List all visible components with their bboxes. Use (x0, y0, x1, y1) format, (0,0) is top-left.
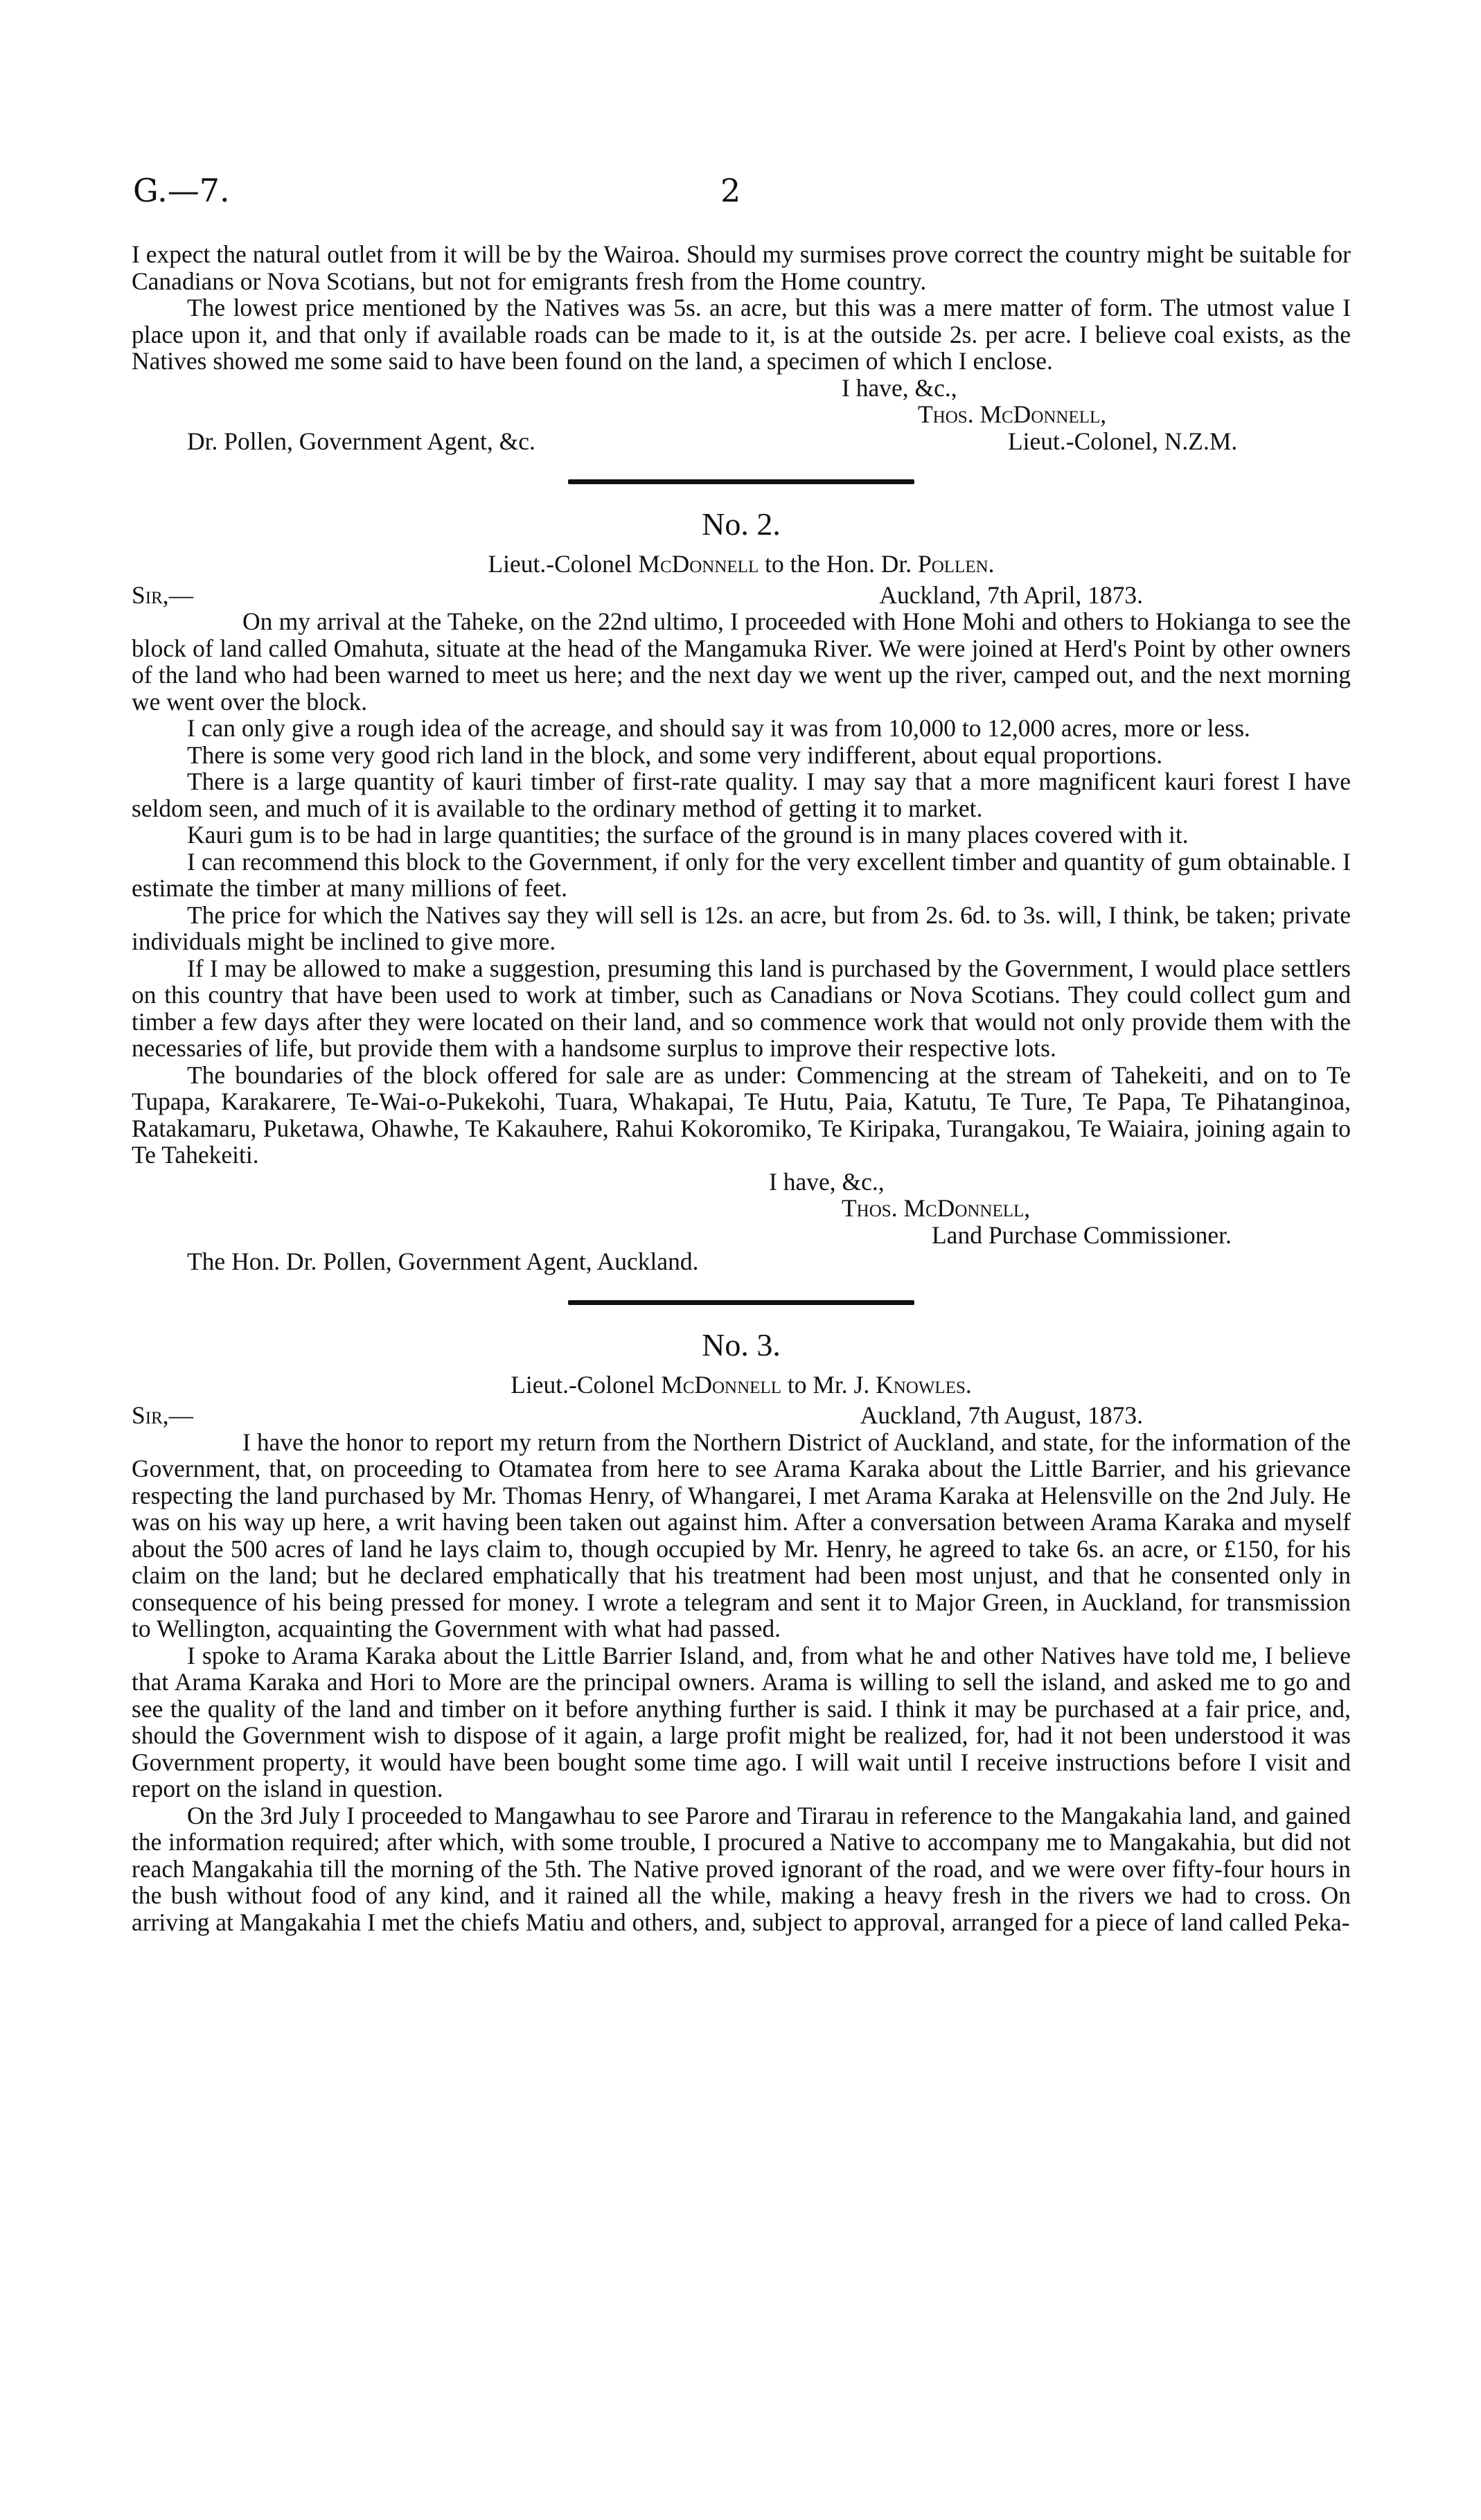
salutation-line (132, 582, 1351, 609)
page-number: 2 (720, 172, 741, 209)
signature-name: Thos. McDonnell, (918, 400, 1107, 428)
paragraph: Kauri gum is to be had in large quantities; the surface of the ground is in many places covered with it. (187, 821, 1189, 849)
signature-title: Land Purchase Commissioner. (932, 1221, 1232, 1249)
heading-part: to the Hon. Dr. (759, 550, 918, 578)
signature-line (132, 428, 1351, 455)
document-reference: G.—7. (133, 172, 230, 209)
salutation: Sir,— (132, 1401, 194, 1429)
signature-line (132, 1169, 1351, 1196)
paragraph: On the 3rd July I proceeded to Mangawhau to see Parore and Tirarau in reference to the Mangakahia land, and gained the information required; after which, with some trouble, I procured a Native to accompany me to Mangakahia, but did not reach Mangakahia till the morning of the 5th. The Native proved ignorant of the road, and we were over fifty-four hours in the bush without food of any kind, and it rained all the while, making a heavy fresh in the rivers we had to cross. On arriving at Mangakahia I met the chiefs Matiu and others, and, subject to approval, arranged for a piece of land called Peka- (132, 1801, 1351, 1936)
signature-line (132, 375, 1351, 402)
heading-part: Pollen. (917, 550, 995, 578)
signature-line (132, 1222, 1351, 1249)
signature-line (132, 401, 1351, 428)
addressee: Dr. Pollen, Government Agent, &c. (187, 427, 535, 455)
paragraph: I expect the natural outlet from it will be by the Wairoa. Should my surmises prove correct the country might be suitable for Canadians or Nova Scotians, but not for emigrants fresh from the Home country. (132, 240, 1351, 295)
heading-part: McDonnell (661, 1370, 781, 1399)
paragraph: On my arrival at the Taheke, on the 22nd ultimo, I proceeded with Hone Mohi and others to Hokianga to see the block of land called Omahuta, situate at the head of the Mangamuka River. We were joined at Herd's Point by other owners of the land who had been warned to meet us here; and the next day we went up the river, camped out, and the next morning we went over the block. (132, 607, 1351, 716)
signature-title: Lieut.-Colonel, N.Z.M. (1008, 427, 1238, 455)
paragraph: I can recommend this block to the Government, if only for the very excellent timber and quantity of gum obtainable. I estimate the timber at many millions of feet. (132, 847, 1351, 902)
signature-closing: I have, &c., (842, 373, 957, 402)
heading-part: Knowles. (876, 1370, 972, 1399)
document-body (132, 241, 1351, 1935)
paragraph: I spoke to Arama Karaka about the Little Barrier Island, and, from what he and other Natives have told me, I believe that Arama Karaka and Hori to More are the principal owners. Arama is willing to sell the island, and asked me to go and see the quality of the land and timber on it before anything further is said. I think it may be purchased at a fair price, and, should the Government wish to dispose of it again, a large profit might be realized, for, had it not been understood it was Government property, it would have been bought some time ago. I will wait until I receive instructions before I visit and report on the island in question. (132, 1641, 1351, 1802)
letter-heading (132, 1372, 1351, 1399)
heading-part: McDonnell (638, 550, 759, 578)
heading-part: to Mr. J. (781, 1370, 876, 1399)
salutation-line (132, 1402, 1351, 1429)
letter-heading (132, 551, 1351, 578)
paragraph: The price for which the Natives say they will sell is 12s. an acre, but from 2s. 6d. to 3s. will, I think, be taken; private individuals might be inclined to give more. (132, 900, 1351, 955)
letter-date: Auckland, 7th April, 1873. (879, 580, 1143, 609)
salutation: Sir,— (132, 580, 194, 609)
section-divider (568, 1300, 914, 1305)
paragraph: There is some very good rich land in the block, and some very indifferent, about equal proportions. (187, 740, 1163, 769)
signature-closing: I have, &c., (769, 1167, 885, 1196)
signature-line (132, 1195, 1351, 1222)
letter-number: No. 2. (702, 506, 781, 542)
paragraph: The lowest price mentioned by the Natives was 5s. an acre, but this was a mere matter of form. The utmost value I place upon it, and that only if available roads can be made to it, is at the outside 2s. per acre. I believe coal exists, as the Natives showed me some said to have been found on the land, a specimen of which I enclose. (132, 294, 1351, 375)
paragraph: The boundaries of the block offered for sale are as under: Commencing at the stream of Tahekeiti, and on to Te Tupapa, Karakarere, Te-Wai-o-Pukekohi, Tuara, Whakapai, Te Hutu, Paia, Katutu, Te Ture, Te Papa, Te Pihatanginoa, Ratakamaru, Puketawa, Ohawhe, Te Kakauhere, Rahui Kokoromiko, Te Kiripaka, Turangakou, Te Waiaira, joining again to Te Tahekeiti. (132, 1061, 1351, 1169)
paragraph: If I may be allowed to make a suggestion, presuming this land is purchased by the Government, I would place settlers on this country that have been used to work at timber, such as Canadians or Nova Scotians. They could collect gum and timber a few days after they were located on their land, and so commence work that would not only provide them with the necessaries of life, but provide them with a handsome surplus to improve their respective lots. (132, 954, 1351, 1062)
section-divider (568, 479, 914, 484)
heading-part: Lieut.-Colonel (511, 1370, 662, 1399)
letter-date: Auckland, 7th August, 1873. (860, 1401, 1143, 1429)
signature-name: Thos. McDonnell, (842, 1194, 1031, 1222)
letter-number: No. 3. (702, 1326, 781, 1363)
signature-line (132, 1248, 1351, 1275)
paragraph: There is a large quantity of kauri timber of first-rate quality. I may say that a more magnificent kauri forest I have seldom seen, and much of it is available to the ordinary method of getting it to market. (132, 767, 1351, 822)
paragraph: I have the honor to report my return from the Northern District of Auckland, and state, for the information of the Government, that, on proceeding to Otamatea from here to see Arama Karaka about the Little Barrier, and his grievance respecting the land purchased by Mr. Thomas Henry, of Whangarei, I met Arama Karaka at Helensville on the 2nd July. He was on his way up here, a writ having been taken out against him. After a conversation between Arama Karaka and myself about the 500 acres of land he lays claim to, though occupied by Mr. Henry, he agreed to take 6s. an acre, or £150, for his claim on the land; but he declared emphatically that his treatment had been most unjust, and that he consented only in consequence of his being pressed for money. I wrote a telegram and sent it to Major Green, in Auckland, for transmission to Wellington, acquainting the Government with what had passed. (132, 1428, 1351, 1642)
paragraph: I can only give a rough idea of the acreage, and should say it was from 10,000 to 12,000 acres, more or less. (187, 714, 1250, 742)
heading-part: Lieut.-Colonel (488, 550, 639, 578)
addressee: The Hon. Dr. Pollen, Government Agent, Auckland. (187, 1248, 699, 1275)
